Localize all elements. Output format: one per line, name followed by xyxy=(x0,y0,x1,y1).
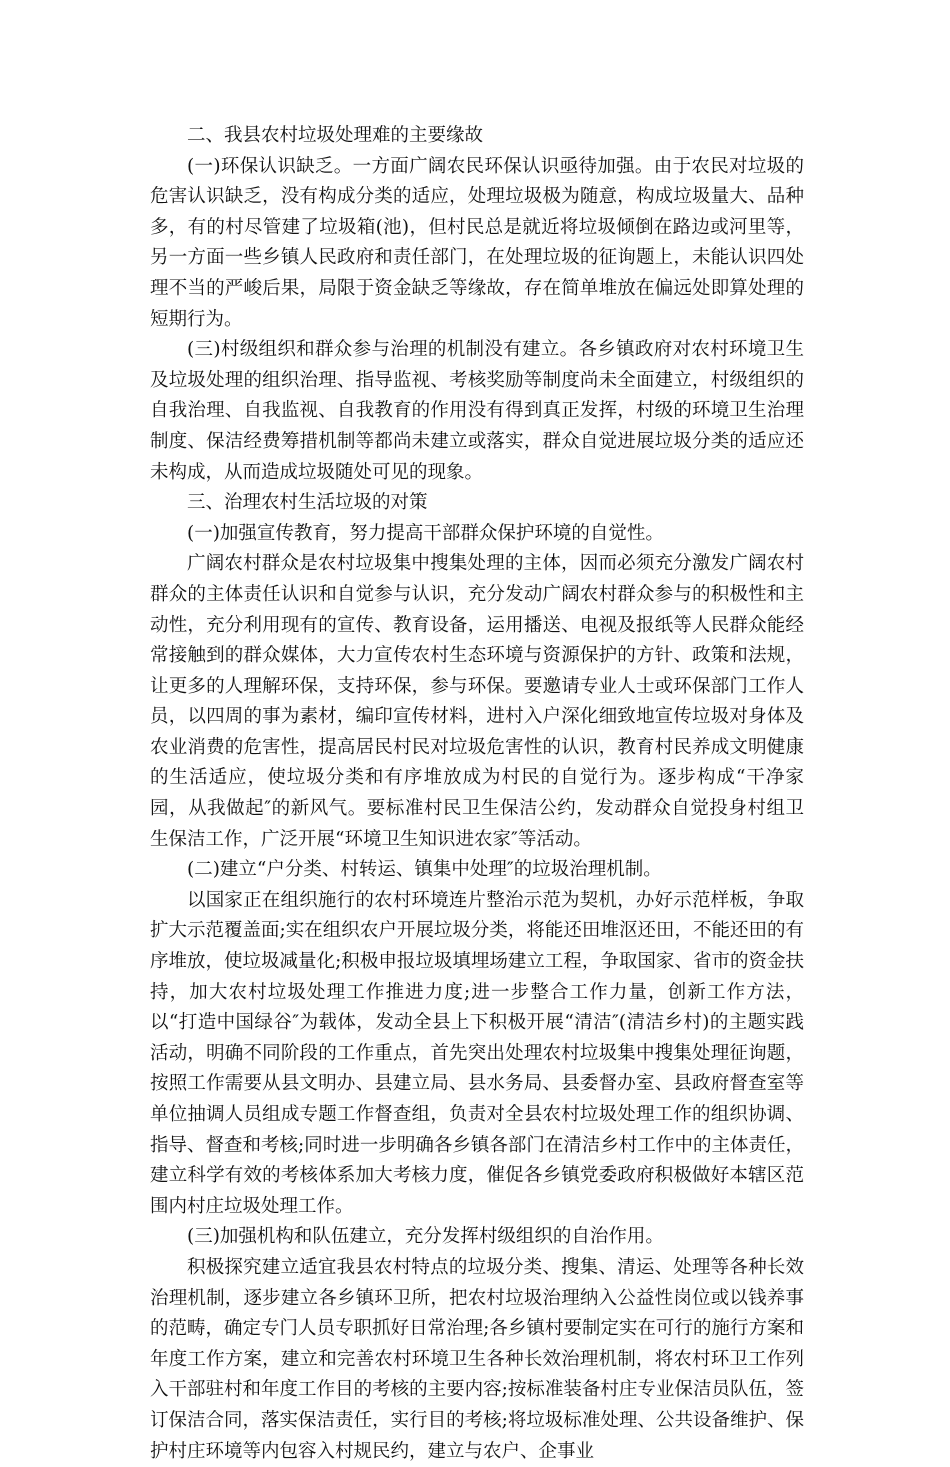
paragraph-village-organization: (三)村级组织和群众参与治理的机制没有建立。各乡镇政府对农村环境卫生及垃圾处理的组织治理、指导监视、考核奖励等制度尚未全面建立，村级组织的自我治理、自我监视、自我教育的作用没有得到真正发挥，村级的环境卫生治理制度、保洁经费筹措机制等都尚未建立或落实，群众自觉进展垃圾分类的适应还未构成，从而造成垃圾随处可见的现象。 xyxy=(150,339,804,483)
subheading-institutions: (三)加强机构和队伍建立，充分发挥村级组织的自治作用。 xyxy=(187,1226,664,1248)
paragraph-awareness: (一)环保认识缺乏。一方面广阔农民环保认识亟待加强。由于农民对垃圾的危害认识缺乏，没有构成分类的适应，处理垃圾极为随意，构成垃圾量大、品种多，有的村尽管建了垃圾箱(池)，但村民总是就近将垃圾倾倒在路边或河里等，另一方面一些乡镇人民政府和责任部门，在处理垃圾的征询题上，未能认识四处理不当的严峻后果，局限于资金缺乏等缘故，存在简单堆放在偏远处即算处理的短期行为。 xyxy=(150,155,804,330)
document-body xyxy=(150,121,804,1467)
paragraph-publicity: 广阔农村群众是农村垃圾集中搜集处理的主体，因而必须充分激发广阔农村群众的主体责任认识和自觉参与认识，充分发动广阔农村群众参与的积极性和主动性，充分利用现有的宣传、教育设备，运用播送、电视及报纸等人民群众能经常接触到的群众媒体，大力宣传农村生态环境与资源保护的方针、政策和法规，让更多的人理解环保，支持环保，参与环保。要邀请专业人士或环保部门工作人员，以四周的事为素材，编印宣传材料，进村入户深化细致地宣传垃圾对身体及农业消费的危害性，提高居民村民对垃圾危害性的认识，教育村民养成文明健康的生活适应，使垃圾分类和有序堆放成为村民的自觉行为。逐步构成“干净家园，从我做起″的新风气。要标准村民卫生保洁公约，发动群众自觉投身村组卫生保洁工作，广泛开展“环境卫生知识进农家″等活动。 xyxy=(150,553,804,850)
subheading-mechanism: (二)建立“户分类、村转运、镇集中处理″的垃圾治理机制。 xyxy=(187,859,662,881)
section-heading-causes: 二、我县农村垃圾处理难的主要缘故 xyxy=(187,125,484,146)
paragraph-institutions: 积极探究建立适宜我县农村特点的垃圾分类、搜集、清运、处理等各种长效治理机制，逐步建立各乡镇环卫所，把农村垃圾治理纳入公益性岗位或以钱养事的范畴，确定专门人员专职抓好日常治理;各乡镇村要制定实在可行的施行方案和年度工作方案，建立和完善农村环境卫生各种长效治理机制，将农村环卫工作列入干部驻村和年度工作目的考核的主要内容;按标准装备村庄专业保洁员队伍，签订保洁合同，落实保洁责任，实行目的考核;将垃圾标准处理、公共设备维护、保护村庄环境等内包容入村规民约，建立与农户、企事业 xyxy=(150,1256,804,1462)
section-heading-countermeasures: 三、治理农村生活垃圾的对策 xyxy=(187,492,428,514)
subheading-publicity: (一)加强宣传教育，努力提高干部群众保护环境的自觉性。 xyxy=(187,522,664,544)
paragraph-mechanism: 以国家正在组织施行的农村环境连片整治示范为契机，办好示范样板，争取扩大示范覆盖面;实在组织农户开展垃圾分类，将能还田堆沤还田，不能还田的有序堆放，使垃圾减量化;积极申报垃圾填埋场建立工程，争取国家、省市的资金扶持，加大农村垃圾处理工作推进力度;进一步整合工作力量，创新工作方法，以“打造中国绿谷″为载体，发动全县上下积极开展“清洁″(清洁乡村)的主题实践活动，明确不同阶段的工作重点，首先突出处理农村垃圾集中搜集处理征询题，按照工作需要从县文明办、县建立局、县水务局、县委督办室、县政府督查室等单位抽调人员组成专题工作督查组，负责对全县农村垃圾处理工作的组织协调、指导、督查和考核;同时进一步明确各乡镇各部门在清洁乡村工作中的主体责任，建立科学有效的考核体系加大考核力度，催促各乡镇党委政府积极做好本辖区范围内村庄垃圾处理工作。 xyxy=(150,889,804,1217)
